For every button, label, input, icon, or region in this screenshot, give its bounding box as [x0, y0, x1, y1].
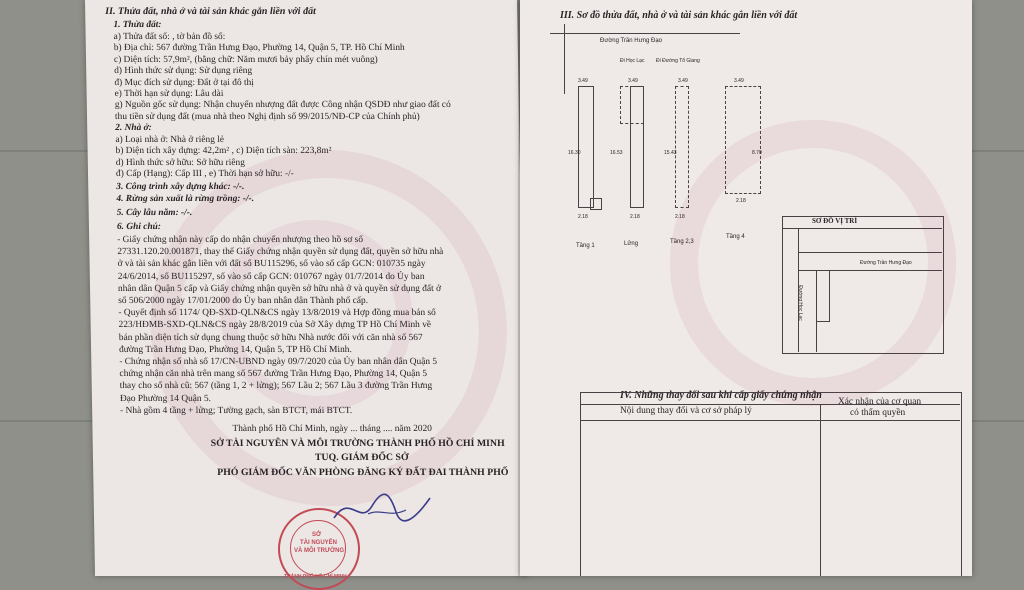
location-side-street: Đường Học Lạc — [796, 285, 803, 321]
label-mezzanine: Lửng — [624, 241, 639, 247]
changes-col-content: Nội dung thay đổi và cơ sở pháp lý — [620, 406, 752, 416]
text-line: b) Địa chỉ: 567 đường Trần Hưng Đạo, Phường 14, Quận 5, TP. Hồ Chí Minh — [113, 43, 405, 54]
other-construction: 3. Công trình xây dựng khác: -/-. — [116, 182, 245, 192]
house-heading: 2. Nhà ở: — [115, 123, 152, 133]
label-floor-1: Tầng 1 — [576, 243, 595, 249]
official-seal: SỞ TÀI NGUYÊN VÀ MÔI TRƯỜNG THÀNH PHỐ HỒ CHÍ MINH — [278, 508, 360, 590]
section-2-title: II. Thửa đất, nhà ở và tài sản khác gắn liền với đất — [105, 6, 316, 17]
text-line: - Nhà gồm 4 tầng + lửng; Tường gạch, sàn BTCT, mái BTCT. — [120, 405, 353, 416]
text-line: b) Diện tích xây dựng: 42,2m² , c) Diện tích sàn: 223,8m² — [115, 146, 332, 157]
text-line: bán phần diện tích sử dụng chung thuộc sở hữu Nhà nước đối với căn nhà số 567 — [118, 332, 423, 343]
location-street-label: Đường Trần Hưng Đạo — [860, 260, 912, 266]
issue-date: Thành phố Hồ Chí Minh, ngày ... tháng .... năm 2020 — [232, 424, 433, 434]
forest-item: 4. Rừng sản xuất là rừng trồng: -/-. — [116, 194, 255, 204]
text-line: nhân dân Quận 5 cấp và Giấy chứng nhận quyền sở hữu nhà ở và quyền sử dụng đất ở — [117, 283, 442, 294]
text-line: c) Diện tích: 57,9m², (bằng chữ: Năm mươi bảy phẩy chín mét vuông) — [113, 54, 378, 65]
signature — [330, 488, 440, 528]
text-line: - Chứng nhận số nhà số 17/CN-UBND ngày 09/7/2020 của Ủy ban nhân dân Quận 5 — [119, 357, 438, 367]
text-line: d) Hình thức sử dụng: Sử dụng riêng — [114, 66, 253, 77]
text-line: thay cho số nhà cũ: 567 (tầng 1, 2 + lửng); 567 Lầu 2; 567 Lầu 3 đường Trần Hưng — [119, 381, 433, 392]
changes-col-confirm-1: Xác nhận của cơ quan — [838, 397, 922, 407]
text-line: e) Thời hạn sử dụng: Lâu dài — [114, 89, 224, 99]
section-3-title: III. Sơ đồ thửa đất, nhà ở và tài sản khác gắn liền với đất — [560, 10, 798, 21]
section-4-title: IV. Những thay đổi sau khi cấp giấy chứng nhận — [620, 390, 822, 401]
plan-floor-2-3 — [675, 86, 689, 208]
text-line: đ) Mục đích sử dụng: Đất ở tại đô thị — [114, 77, 254, 88]
certificate-left-page — [85, 0, 527, 576]
text-line: 24/6/2014, số BU115297, số vào sổ cấp GCN: 010767 ngày 01/7/2014 do Ủy ban — [117, 271, 425, 282]
authorized-title: TUQ. GIÁM ĐỐC SỞ — [314, 452, 409, 463]
text-line: ở và tài sản khác gắn liền với đất số BU115296, số vào sổ cấp GCN: 010735 ngày — [117, 259, 426, 270]
changes-col-confirm-2: có thẩm quyền — [850, 408, 906, 418]
text-line: a) Loại nhà ở: Nhà ở riêng lẻ — [115, 135, 225, 145]
text-line: a) Thửa đất số: , tờ bản đồ số: — [113, 32, 226, 42]
text-line: số 506/2000 ngày 17/01/2000 do Ủy ban nhân dân Thành phố cấp. — [118, 296, 369, 306]
plan-floor-1 — [578, 86, 594, 208]
text-line: đ) Cấp (Hạng): Cấp III , e) Thời hạn sở hữu: -/- — [115, 169, 294, 180]
plan-floor-4 — [725, 86, 761, 194]
label-floor-2-3: Tầng 2,3 — [670, 239, 694, 245]
street-hoc-lac: Đi Học Lạc — [620, 58, 645, 64]
text-line: thu tiền sử dụng đất (mua nhà theo Nghị định số 99/2015/NĐ-CP của Chính phủ) — [114, 111, 420, 122]
text-line: - Quyết định số 1174/ QĐ-SXD-QLN&CS ngày 13/8/2019 và Hợp đồng mua bán số — [118, 308, 436, 319]
text-line: Đạo Phường 14 Quận 5. — [119, 393, 212, 404]
location-sketch-box — [782, 216, 944, 354]
street-top: Đường Trần Hưng Đạo — [600, 38, 662, 44]
perennial-trees: 5. Cây lâu năm: -/-. — [116, 208, 193, 218]
street-to-giang: Đi Đường Tổ Giang — [656, 58, 700, 64]
label-floor-4: Tầng 4 — [726, 234, 745, 240]
text-line: 223/HĐMB-SXD-QLN&CS ngày 28/8/2019 của Sở Xây dựng TP Hồ Chí Minh về — [118, 320, 432, 331]
text-line: g) Nguồn gốc sử dụng: Nhận chuyển nhượng đất được Công nhận QSDĐ như giao đất có — [114, 100, 451, 111]
land-heading: 1. Thửa đất: — [113, 20, 162, 30]
text-line: 27331.120.20.001871, thay thế Giấy chứng nhận quyền sử dụng đất, quyền sở hữu nhà — [117, 247, 444, 258]
department-name: SỞ TÀI NGUYÊN VÀ MÔI TRƯỜNG THÀNH PHỐ HỒ CHÍ MINH — [210, 438, 505, 449]
text-line: chứng nhận căn nhà trên mang số 567 đường Trần Hưng Đạo, Phường 14, Quận 5 — [119, 369, 428, 380]
certificate-right-page: III. Sơ đồ thửa đất, nhà ở và tài sản khác gắn liền với đất Đường Trần Hưng Đạo Đi Học Lạc Đi Đường Tổ Giang 3.49 3.49 3.49 3.49 16.30 16.53 15.43 8.70 2.18 2.18 2.18 2.18 Tầng 1 Lửng Tầng 2,3 Tầng 4 SƠ ĐỒ VỊ TRÍ Đường Trần Hưng Đạo Đường Học Lạc IV. Những thay đổi sau khi cấp giấy chứng nhận Nội dung thay đổi và cơ sở pháp lý Xác nhận của cơ quan có thẩm quyền — [520, 0, 972, 576]
text-line: đường Trần Hưng Đạo, Phường 14, Quận 5, TP Hồ Chí Minh. — [118, 344, 352, 355]
deputy-director-title: PHÓ GIÁM ĐỐC VĂN PHÒNG ĐĂNG KÝ ĐẤT ĐAI THÀNH PHỐ — [217, 467, 509, 478]
notes-heading: 6. Ghi chú: — [116, 222, 162, 232]
text-line: d) Hình thức sở hữu: Sở hữu riêng — [115, 157, 245, 168]
location-sketch-title: SƠ ĐỒ VỊ TRÍ — [812, 217, 858, 225]
text-line: - Giấy chứng nhận này cấp do nhận chuyển nhượng theo hồ sơ số — [117, 235, 364, 245]
